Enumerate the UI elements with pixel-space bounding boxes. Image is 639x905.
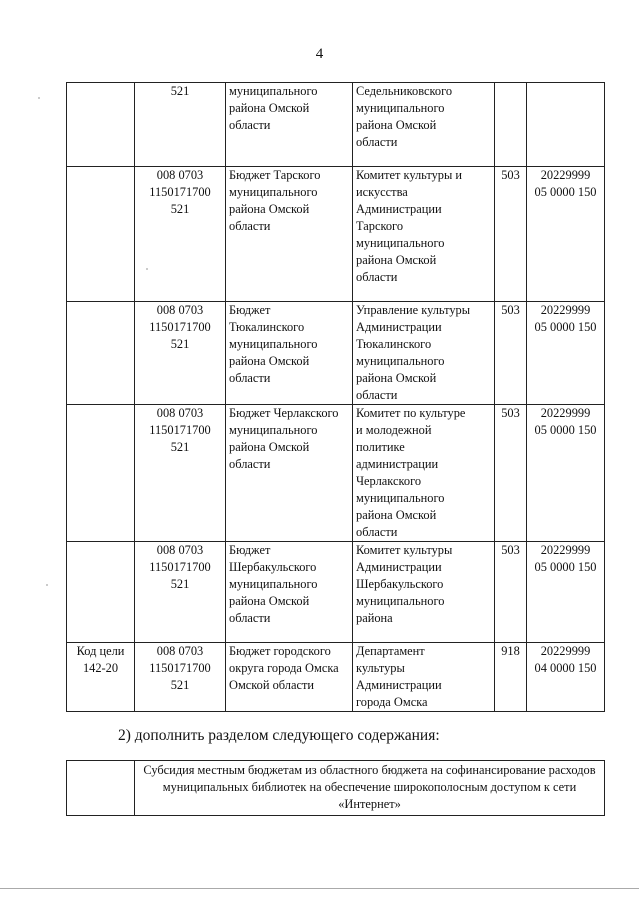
- revenue-code-line: 05 0000 150: [534, 185, 597, 199]
- revenue-code-line: 20229999: [540, 543, 591, 557]
- revenue-code-cell: [527, 83, 605, 167]
- admin-code-cell: [495, 302, 527, 405]
- budget-line: области: [229, 457, 271, 471]
- classification-cell: [135, 83, 226, 167]
- subsidy-table: [66, 760, 605, 816]
- classification-line: 1150171700: [149, 661, 211, 675]
- budget-line: муниципального: [229, 577, 318, 591]
- budget-line: Омской области: [229, 678, 315, 692]
- revenue-code-cell: [527, 643, 605, 712]
- administrator-line: Администрации: [356, 320, 442, 334]
- revenue-code-cell: [527, 167, 605, 302]
- administrator-line: Комитет культуры: [356, 543, 453, 557]
- budget-line: района Омской: [229, 594, 310, 608]
- subsidy-title-cell: [135, 761, 605, 816]
- administrator-line: искусства: [356, 185, 408, 199]
- administrator-line: Администрации: [356, 202, 442, 216]
- classification-cell: [135, 405, 226, 542]
- administrator-line: района Омской: [356, 118, 437, 132]
- subsidy-empty-cell: [67, 761, 135, 816]
- administrator-line: района: [356, 611, 393, 625]
- admin-code-cell: [495, 167, 527, 302]
- classification-line: 1150171700: [149, 185, 211, 199]
- classification-line: 521: [170, 440, 190, 454]
- administrator-line: района Омской: [356, 371, 437, 385]
- budget-line: района Омской: [229, 202, 310, 216]
- table-row: [67, 83, 605, 167]
- goal-line: Код цели: [76, 644, 125, 658]
- allocation-table: [66, 82, 605, 712]
- revenue-code-line: 05 0000 150: [534, 320, 597, 334]
- classification-line: 008 0703: [156, 168, 204, 182]
- goal-cell: [67, 405, 135, 542]
- administrator-line: муниципального: [356, 491, 445, 505]
- admin-code-cell: [495, 542, 527, 643]
- budget-line: Шербакульского: [229, 560, 317, 574]
- administrator-line: Департамент: [356, 644, 425, 658]
- table-row: [67, 167, 605, 302]
- subsidy-title-line: муниципальных библиотек на обеспечение широкополосным доступом к сети «Интернет»: [162, 780, 577, 811]
- classification-line: 008 0703: [156, 303, 204, 317]
- goal-cell: [67, 167, 135, 302]
- goal-cell: [67, 83, 135, 167]
- scan-speck: [46, 584, 48, 586]
- budget-cell: [226, 302, 353, 405]
- budget-line: области: [229, 219, 271, 233]
- administrator-line: Шербакульского: [356, 577, 444, 591]
- budget-line: муниципального: [229, 185, 318, 199]
- budget-cell: [226, 542, 353, 643]
- classification-cell: [135, 542, 226, 643]
- administrator-cell: [353, 405, 495, 542]
- subsidy-title-line: Субсидия местным бюджетам из областного бюджета на софинансирование расходов: [143, 763, 596, 777]
- classification-line: 1150171700: [149, 560, 211, 574]
- budget-line: муниципального: [229, 423, 318, 437]
- classification-line: 1150171700: [149, 320, 211, 334]
- budget-line: области: [229, 371, 271, 385]
- revenue-code-line: 05 0000 150: [534, 423, 597, 437]
- classification-line: 521: [170, 202, 190, 216]
- revenue-code-line: 20229999: [540, 168, 591, 182]
- administrator-line: района Омской: [356, 253, 437, 267]
- budget-line: Бюджет городского: [229, 644, 331, 658]
- classification-line: 008 0703: [156, 543, 204, 557]
- table-row: [67, 643, 605, 712]
- budget-line: муниципального: [229, 84, 318, 98]
- administrator-cell: [353, 542, 495, 643]
- budget-line: муниципального: [229, 337, 318, 351]
- revenue-code-cell: [527, 405, 605, 542]
- administrator-line: политике: [356, 440, 405, 454]
- administrator-line: культуры: [356, 661, 405, 675]
- administrator-cell: [353, 643, 495, 712]
- admin-code-cell: [495, 405, 527, 542]
- revenue-code-line: 04 0000 150: [534, 661, 597, 675]
- revenue-code-line: 20229999: [540, 303, 591, 317]
- classification-line: 1150171700: [149, 423, 211, 437]
- goal-cell: [67, 542, 135, 643]
- scan-speck: [146, 268, 148, 270]
- budget-line: округа города Омска: [229, 661, 339, 675]
- goal-line: 142-20: [82, 661, 119, 675]
- administrator-line: муниципального: [356, 236, 445, 250]
- administrator-line: Комитет по культуре: [356, 406, 466, 420]
- administrator-line: области: [356, 270, 398, 284]
- administrator-line: муниципального: [356, 354, 445, 368]
- administrator-cell: [353, 302, 495, 405]
- classification-cell: [135, 167, 226, 302]
- table-row: [67, 542, 605, 643]
- administrator-line: области: [356, 525, 398, 539]
- administrator-line: Администрации: [356, 678, 442, 692]
- intro-text: 2) дополнить разделом следующего содержания:: [118, 727, 440, 744]
- administrator-line: Комитет культуры и: [356, 168, 463, 182]
- admin-code-value: 503: [501, 303, 520, 317]
- budget-line: района Омской: [229, 101, 310, 115]
- budget-line: Тюкалинского: [229, 320, 305, 334]
- budget-line: области: [229, 611, 271, 625]
- classification-cell: [135, 302, 226, 405]
- administrator-line: Тюкалинского: [356, 337, 432, 351]
- budget-line: области: [229, 118, 271, 132]
- administrator-cell: [353, 83, 495, 167]
- budget-line: района Омской: [229, 354, 310, 368]
- administrator-line: Тарского: [356, 219, 404, 233]
- administrator-line: Управление культуры: [356, 303, 471, 317]
- budget-line: Бюджет Черлакского: [229, 406, 339, 420]
- admin-code-value: 503: [501, 406, 520, 420]
- administrator-line: муниципального: [356, 101, 445, 115]
- revenue-code-line: 20229999: [540, 644, 591, 658]
- administrator-line: области: [356, 388, 398, 402]
- admin-code-cell: [495, 643, 527, 712]
- admin-code-value: 503: [501, 543, 520, 557]
- budget-line: района Омской: [229, 440, 310, 454]
- revenue-code-line: 20229999: [540, 406, 591, 420]
- budget-cell: [226, 643, 353, 712]
- classification-line: 521: [170, 337, 190, 351]
- revenue-code-cell: [527, 542, 605, 643]
- subsidy-row: [67, 761, 605, 816]
- revenue-code-cell: [527, 302, 605, 405]
- budget-cell: [226, 167, 353, 302]
- administrator-line: и молодежной: [356, 423, 432, 437]
- goal-cell: [67, 643, 135, 712]
- classification-line: 521: [170, 577, 190, 591]
- goal-cell: [67, 302, 135, 405]
- administrator-line: города Омска: [356, 695, 428, 709]
- administrator-line: области: [356, 135, 398, 149]
- administrator-line: администрации: [356, 457, 439, 471]
- classification-line: 521: [170, 678, 190, 692]
- admin-code-cell: [495, 83, 527, 167]
- administrator-line: Седельниковского: [356, 84, 453, 98]
- admin-code-value: 918: [501, 644, 520, 658]
- footer-rule: [0, 888, 639, 889]
- administrator-line: муниципального: [356, 594, 445, 608]
- budget-line: Бюджет: [229, 303, 271, 317]
- scan-speck: [38, 97, 40, 99]
- budget-line: Бюджет: [229, 543, 271, 557]
- classification-line: 008 0703: [156, 406, 204, 420]
- budget-cell: [226, 405, 353, 542]
- revenue-code-line: 05 0000 150: [534, 560, 597, 574]
- administrator-line: Администрации: [356, 560, 442, 574]
- administrator-line: района Омской: [356, 508, 437, 522]
- admin-code-value: 503: [501, 168, 520, 182]
- administrator-line: Черлакского: [356, 474, 422, 488]
- budget-cell: [226, 83, 353, 167]
- administrator-cell: [353, 167, 495, 302]
- classification-line: 008 0703: [156, 644, 204, 658]
- table-row: [67, 405, 605, 542]
- classification-line: 521: [170, 84, 190, 98]
- page-number: 4: [315, 46, 324, 62]
- table-row: [67, 302, 605, 405]
- budget-line: Бюджет Тарского: [229, 168, 321, 182]
- classification-cell: [135, 643, 226, 712]
